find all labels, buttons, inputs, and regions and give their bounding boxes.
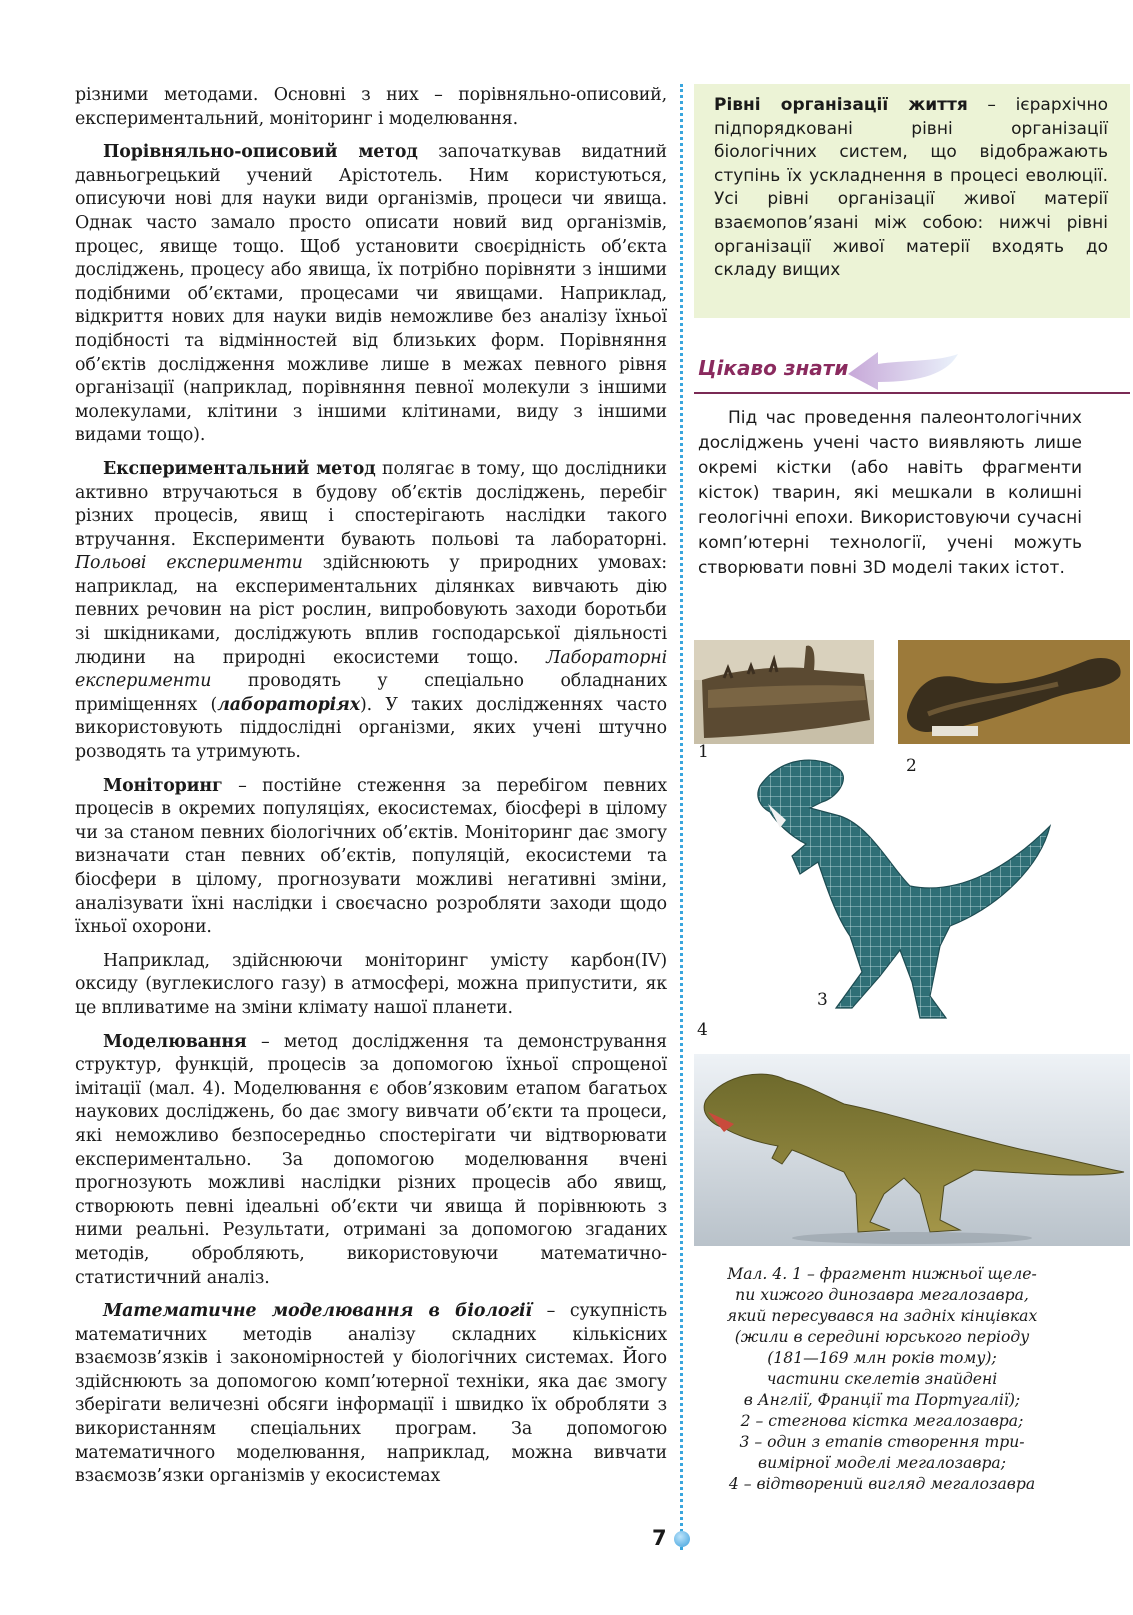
figure-jaw-fragment xyxy=(694,640,874,744)
figure-wireframe-model xyxy=(740,746,1100,1038)
figure-rendered-dinosaur xyxy=(694,1054,1130,1246)
main-text-column xyxy=(75,84,667,1499)
column-divider xyxy=(680,84,683,1550)
paragraph-monitoring: Моніторинг – постійне стеження за перебігом певних процесів в окремих популяціях, екосистемах, біосфері в цілому чи за станом певних біологічних об’єктів. Моніторинг дає змогу визначати стан певних об’єктів, популяцій, екосистеми та біосфери в цілому, прогнозувати можливі негативні зміни, аналізувати їхні наслідки і своєчасно розробляти заходи щодо їхньої охорони. xyxy=(75,775,667,938)
paragraph-experimental-method: Експериментальний метод полягає в тому, що дослідники активно втручаються в будову об’єктів досліджень, перебіг різних процесів, явищ і спостерігають наслідки такого втручання. Експерименти бувають польові та лабораторні. Польові експерименти здійснюють у природних умовах: наприклад, на експериментальних ділянках вивчають дію певних речовин на ріст рослин, випробовують заходи боротьби зі шкідниками, досліджують вплив господарської діяльності людини на природні екосистеми тощо. Лабораторні експерименти проводять у спеціально обладнаних приміщеннях (лабораторіях). У таких дослідженнях часто використовують піддослідні організми, яких учені штучно розводять та утримують. xyxy=(75,458,668,763)
page-number: 7 xyxy=(652,1526,667,1550)
paragraph-math-modeling: Математичне моделювання в біології – сукупність математичних методів аналізу складних кількісних взаємозв’язків і закономірностей у біологічних системах. Його здійснюють за допомогою комп’ютерної техніки, яка дає змогу зберігати величезні обсяги інформації і швидко їх обробляти з використанням спеціальних програм. За допомогою математичного моделювання, наприклад, можна вивчати взаємозв’язки організмів у екосистемах xyxy=(75,1301,667,1487)
definition-text: – ієрархічно підпорядковані рівні організації біологічних систем, що відображають ступінь їх ускладнення в процесі еволюції. Усі рівні організації живої матерії взаємопов’язані між собою: нижчі рівні організації живої матерії входять до складу вищих xyxy=(714,95,1108,281)
paragraph-comparative-method: Порівняльно-описовий метод започаткував видатний давньогрецький учений Арістотель. Ним користуються, описуючи нові для науки види організмів, процеси чи явища. Однак часто замало просто описати новий вид організмів, процес, явище тощо. Щоб установити своєрідність об’єкта досліджень, процесу або явища, їх потрібно порівняти з іншими подібними об’єктами, процесами чи явищами. Наприклад, відкриття нових для науки видів неможливе без аналізу їхньої подібності та відмінностей від близьких форм. Порівняння об’єктів дослідження можливе лише в межах певного рівня організації (наприклад, порівняння певної молекули з іншими молекулами, клітини з іншими клітинами, виду з іншими видами тощо). xyxy=(75,142,667,446)
term-comparative-method: Порівняльно-описовий метод xyxy=(103,142,418,163)
paragraph-modeling: Моделювання – метод дослідження та демонстрування структур, функцій, процесів за допомогою їхньої спрощеної імітації (мал. 4). Моделювання є обов’язковим етапом багатьох наукових досліджень, бо дає змогу вивчати об’єкти та процеси, які неможливо безпосередньо спостерігати чи відтворювати експериментально. За допомогою моделювання вчені прогнозують можливі наслідки різних процесів або явищ, створюють певні ідеальні об’єкти чи явища й порівнюють з ними реальні. Результати, отримані за допомогою згаданих методів, обробляють, використовуючи математично-статистичний аналіз. xyxy=(75,1031,667,1288)
figure-number-1: 1 xyxy=(698,742,709,762)
interesting-title: Цікаво знати xyxy=(698,356,849,380)
page-dot-icon xyxy=(674,1531,690,1547)
figure-number-2: 2 xyxy=(906,756,917,776)
term-monitoring: Моніторинг xyxy=(103,775,223,796)
term-math-modeling: Математичне моделювання в біології xyxy=(103,1301,532,1322)
interesting-text: Під час проведення палеонтологічних досліджень учені часто виявляють лише окремі кістки (або навіть фрагменти кісток) тварин, які мешкали в колишні геологічні епохи. Використовуючи сучасні комп’ютерні технології, учені можуть створювати повні 3D моделі таких істот. xyxy=(698,408,1082,578)
figure-number-4: 4 xyxy=(697,1020,708,1040)
figure-number-3: 3 xyxy=(817,990,828,1010)
interesting-header xyxy=(694,346,1130,394)
figure-caption: Мал. 4. 1 – фрагмент нижньої щеле- пи хижого динозавра мегалозавра, який пересувався на задніх кінцівках (жили в середині юрського періоду (181—169 млн років тому); частини скелетів знайдені в Англії, Франції та Португалії); 2 – стегнова кістка мегалозавра; 3 – один з етапів створення три- вимірної моделі мегалозавра; 4 – відтворений вигляд мегалозавра xyxy=(726,1265,1038,1493)
paragraph-intro: різними методами. Основні з них – порівняльно-описовий, експериментальний, моніторинг і моделювання. xyxy=(75,85,667,129)
definition-box xyxy=(694,84,1130,318)
curved-arrow-icon xyxy=(844,346,964,392)
term-experimental-method: Експериментальний метод xyxy=(103,458,376,479)
sidebar-column xyxy=(694,84,1130,581)
figure-femur xyxy=(898,640,1130,744)
paragraph-monitoring-example: Наприклад, здійснюючи моніторинг умісту карбон(IV) оксиду (вуглекислого газу) в атмосфері, можна припустити, як це впливатиме на зміни клімату нашої планети. xyxy=(75,950,667,1018)
definition-term: Рівні організації життя xyxy=(714,95,968,115)
term-modeling: Моделювання xyxy=(103,1031,247,1052)
